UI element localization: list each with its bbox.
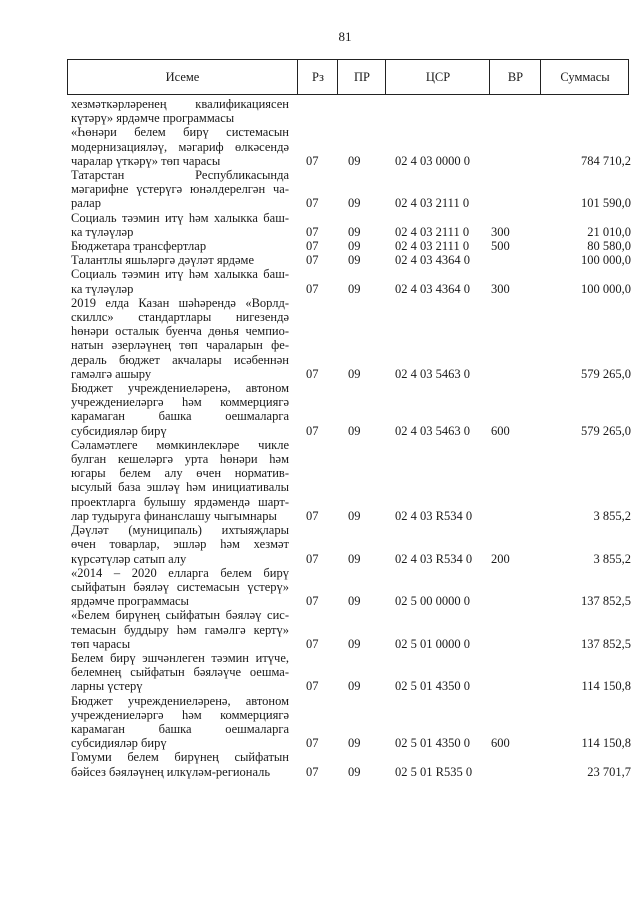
row-name-line: учреждениеләргә һәм коммерциягә: [71, 395, 289, 410]
row-sum: 23 701,7: [587, 764, 631, 779]
header-sum: Суммасы: [540, 60, 629, 94]
row-pr: 09: [348, 636, 361, 651]
row-name-line: Бюджет учреждениеләренә, автоном: [71, 693, 289, 708]
row-name-line: ысулый база эшләү һәм инициативалы: [71, 480, 289, 495]
table-header: [67, 59, 629, 95]
row-name-line: күрсәтүләр сатып алу: [71, 551, 187, 566]
row-name-line: бәйсез бәяләүнең илкүләм-региональ: [71, 764, 271, 779]
row-name-line: карамаган башка оешмаларга: [71, 721, 289, 736]
row-name: [71, 239, 289, 253]
row-pr: 09: [348, 764, 361, 779]
row-name-line: Белем бирү эшчәнлеген тәэмин итүче,: [71, 650, 289, 665]
row-rz: 07: [306, 153, 319, 168]
header-rz: Рз: [297, 60, 338, 94]
row-csr: 02 5 01 4350 0: [395, 679, 470, 694]
row-rz: 07: [306, 508, 319, 523]
row-name-line: лар тудыруга финанслашу чыгымнары: [71, 508, 277, 523]
row-sum: 579 265,0: [581, 366, 631, 381]
row-csr: 02 5 00 0000 0: [395, 594, 470, 609]
row-csr: 02 4 03 2111 0: [395, 196, 470, 211]
row-rz: 07: [306, 679, 319, 694]
row-name-line: югары белем алу өчен норматив-: [71, 466, 289, 481]
row-name-line: «Һөнәри белем бирү системасын: [71, 125, 289, 140]
row-rz: 07: [306, 636, 319, 651]
row-sum: 101 590,0: [581, 196, 631, 211]
row-csr: 02 5 01 0000 0: [395, 636, 470, 651]
table-row: [0, 651, 640, 694]
row-name: [71, 125, 289, 168]
row-name: [71, 97, 289, 125]
row-rz: 07: [306, 764, 319, 779]
row-pr: 09: [348, 281, 361, 296]
row-name: [71, 694, 289, 751]
row-csr: 02 5 01 R535 0: [395, 764, 473, 779]
table-row: [0, 608, 640, 651]
table-row: [0, 267, 640, 295]
row-pr: 09: [348, 423, 361, 438]
row-name: [71, 253, 289, 267]
row-csr: 02 4 03 5463 0: [395, 366, 470, 381]
row-name-line: субсидияләр бирү: [71, 736, 167, 751]
table-row: [0, 296, 640, 381]
row-sum: 100 000,0: [581, 281, 631, 296]
row-name-line: Сәламәтлеге мөмкинлекләре чикле: [71, 437, 289, 452]
row-rz: 07: [306, 551, 319, 566]
row-sum: 137 852,5: [581, 636, 631, 651]
page-number: 81: [338, 29, 352, 44]
row-name-line: Бюджет учреждениеләренә, автоном: [71, 381, 289, 396]
row-csr: 02 4 03 R534 0: [395, 551, 473, 566]
row-pr: 09: [348, 239, 361, 254]
row-name-line: модернизацияләү, мәгариф өлкәсендә: [71, 139, 289, 154]
table-row: [0, 694, 640, 751]
table-body: [0, 97, 640, 779]
row-sum: 579 265,0: [581, 423, 631, 438]
row-csr: 02 4 03 R534 0: [395, 508, 473, 523]
row-name-line: Бюджетара трансфертлар: [71, 239, 207, 254]
row-name-line: чаралар үткәрү» төп чарасы: [71, 153, 221, 168]
row-name-line: Талантлы яшьләргә дәүләт ярдәме: [71, 253, 255, 268]
row-name-line: гамәлгә ашыру: [71, 366, 152, 381]
row-pr: 09: [348, 508, 361, 523]
header-name: Исеме: [165, 70, 200, 84]
row-pr: 09: [348, 253, 361, 268]
table-row: [0, 438, 640, 523]
row-vr: 200: [491, 551, 510, 566]
row-name-line: күтәрү» ярдәмче программасы: [71, 111, 235, 126]
row-vr: 300: [491, 224, 510, 239]
row-pr: 09: [348, 551, 361, 566]
row-name: [71, 651, 289, 694]
row-rz: 07: [306, 423, 319, 438]
row-rz: 07: [306, 224, 319, 239]
row-name: [71, 608, 289, 651]
row-name: [71, 438, 289, 523]
row-sum: 100 000,0: [581, 253, 631, 268]
row-name-line: субсидияләр бирү: [71, 423, 167, 438]
row-name-line: булган кешеләргә урта һөнәри һәм: [71, 452, 289, 467]
row-name-line: ларны үстерү: [71, 679, 143, 694]
row-csr: 02 4 03 4364 0: [395, 281, 470, 296]
table-row: [0, 168, 640, 211]
header-csr: ЦСР: [385, 60, 490, 94]
row-csr: 02 4 03 2111 0: [395, 239, 470, 254]
row-vr: 600: [491, 423, 510, 438]
row-csr: 02 4 03 0000 0: [395, 153, 470, 168]
row-name-line: Дәүләт (муниципаль) ихтыяҗлары: [71, 523, 289, 538]
row-name-line: Татарстан Республикасында: [71, 168, 289, 183]
row-name-line: дераль бюджет акчалары исәбеннән: [71, 352, 289, 367]
row-name-line: Социаль тәэмин итү һәм халыкка баш-: [71, 210, 289, 225]
table-row: [0, 381, 640, 438]
row-name-line: натын әзерләүнең төп чараларын фе-: [71, 338, 289, 353]
row-name-line: ка түләүләр: [71, 224, 134, 239]
row-sum: 21 010,0: [587, 224, 631, 239]
row-name: [71, 296, 289, 381]
row-rz: 07: [306, 196, 319, 211]
row-name-line: скиллс» стандартлары нигезендә: [71, 310, 289, 325]
row-name-line: һөнәри осталык буенча дөнья чемпио-: [71, 324, 289, 339]
header-pr: ПР: [337, 60, 386, 94]
row-pr: 09: [348, 196, 361, 211]
row-name-line: төп чарасы: [71, 636, 131, 651]
row-name-line: учреждениеләргә һәм коммерциягә: [71, 707, 289, 722]
row-sum: 114 150,8: [581, 679, 631, 694]
row-name: [71, 566, 289, 609]
row-rz: 07: [306, 281, 319, 296]
row-name-line: темасын буддыру һәм гамәлгә кертү»: [71, 622, 289, 637]
table-row: [0, 97, 640, 125]
row-csr: 02 4 03 2111 0: [395, 224, 470, 239]
row-sum: 80 580,0: [587, 239, 631, 254]
table-row: [0, 239, 640, 253]
row-rz: 07: [306, 253, 319, 268]
row-rz: 07: [306, 736, 319, 751]
row-name-line: ка түләүләр: [71, 281, 134, 296]
row-name-line: Социаль тәэмин итү һәм халыкка баш-: [71, 267, 289, 282]
table-row: [0, 750, 640, 778]
row-vr: 300: [491, 281, 510, 296]
row-name-line: ярдәмче программасы: [71, 594, 189, 609]
row-name-line: «2014 – 2020 елларга белем бирү сыйфатын бәяләү системасын үстерү»: [71, 565, 289, 594]
row-csr: 02 5 01 4350 0: [395, 736, 470, 751]
row-rz: 07: [306, 594, 319, 609]
row-name-line: ралар: [71, 196, 101, 211]
row-name: [71, 523, 289, 566]
row-name-line: мәгарифне үстерүгә юнәлдерелгән ча-: [71, 182, 289, 197]
row-csr: 02 4 03 5463 0: [395, 423, 470, 438]
row-sum: 784 710,2: [581, 153, 631, 168]
row-name: [71, 211, 289, 239]
row-name: [71, 168, 289, 211]
row-name-line: Гомуми белем бирүнең сыйфатын: [71, 750, 289, 765]
row-pr: 09: [348, 594, 361, 609]
row-name-line: хезмәткәрләренең квалификациясен: [71, 97, 289, 111]
row-pr: 09: [348, 736, 361, 751]
row-name-line: өчен товарлар, эшләр һәм хезмәт: [71, 537, 289, 552]
row-name: [71, 381, 289, 438]
row-name: [71, 750, 289, 778]
row-rz: 07: [306, 239, 319, 254]
row-sum: 114 150,8: [581, 736, 631, 751]
row-rz: 07: [306, 366, 319, 381]
row-pr: 09: [348, 224, 361, 239]
row-vr: 500: [491, 239, 510, 254]
row-name-line: 2019 елда Казан шәһәрендә «Ворлд-: [71, 295, 289, 310]
row-name-line: белемнең сыйфатын бәяләүче оешма-: [71, 665, 289, 680]
row-pr: 09: [348, 366, 361, 381]
row-pr: 09: [348, 679, 361, 694]
row-sum: 3 855,2: [593, 551, 631, 566]
table-row: [0, 523, 640, 566]
row-csr: 02 4 03 4364 0: [395, 253, 470, 268]
row-name-line: карамаган башка оешмаларга: [71, 409, 289, 424]
row-vr: 600: [491, 736, 510, 751]
row-name-line: «Белем бирүнең сыйфатын бәяләү сис-: [71, 608, 289, 623]
row-sum: 137 852,5: [581, 594, 631, 609]
row-name-line: проектларга булышу ярдәмендә шарт-: [71, 494, 289, 509]
table-row: [0, 566, 640, 609]
row-name: [71, 267, 289, 295]
table-row: [0, 125, 640, 168]
table-row: [0, 253, 640, 267]
row-pr: 09: [348, 153, 361, 168]
header-vr: ВР: [489, 60, 541, 94]
row-sum: 3 855,2: [593, 508, 631, 523]
table-row: [0, 211, 640, 239]
